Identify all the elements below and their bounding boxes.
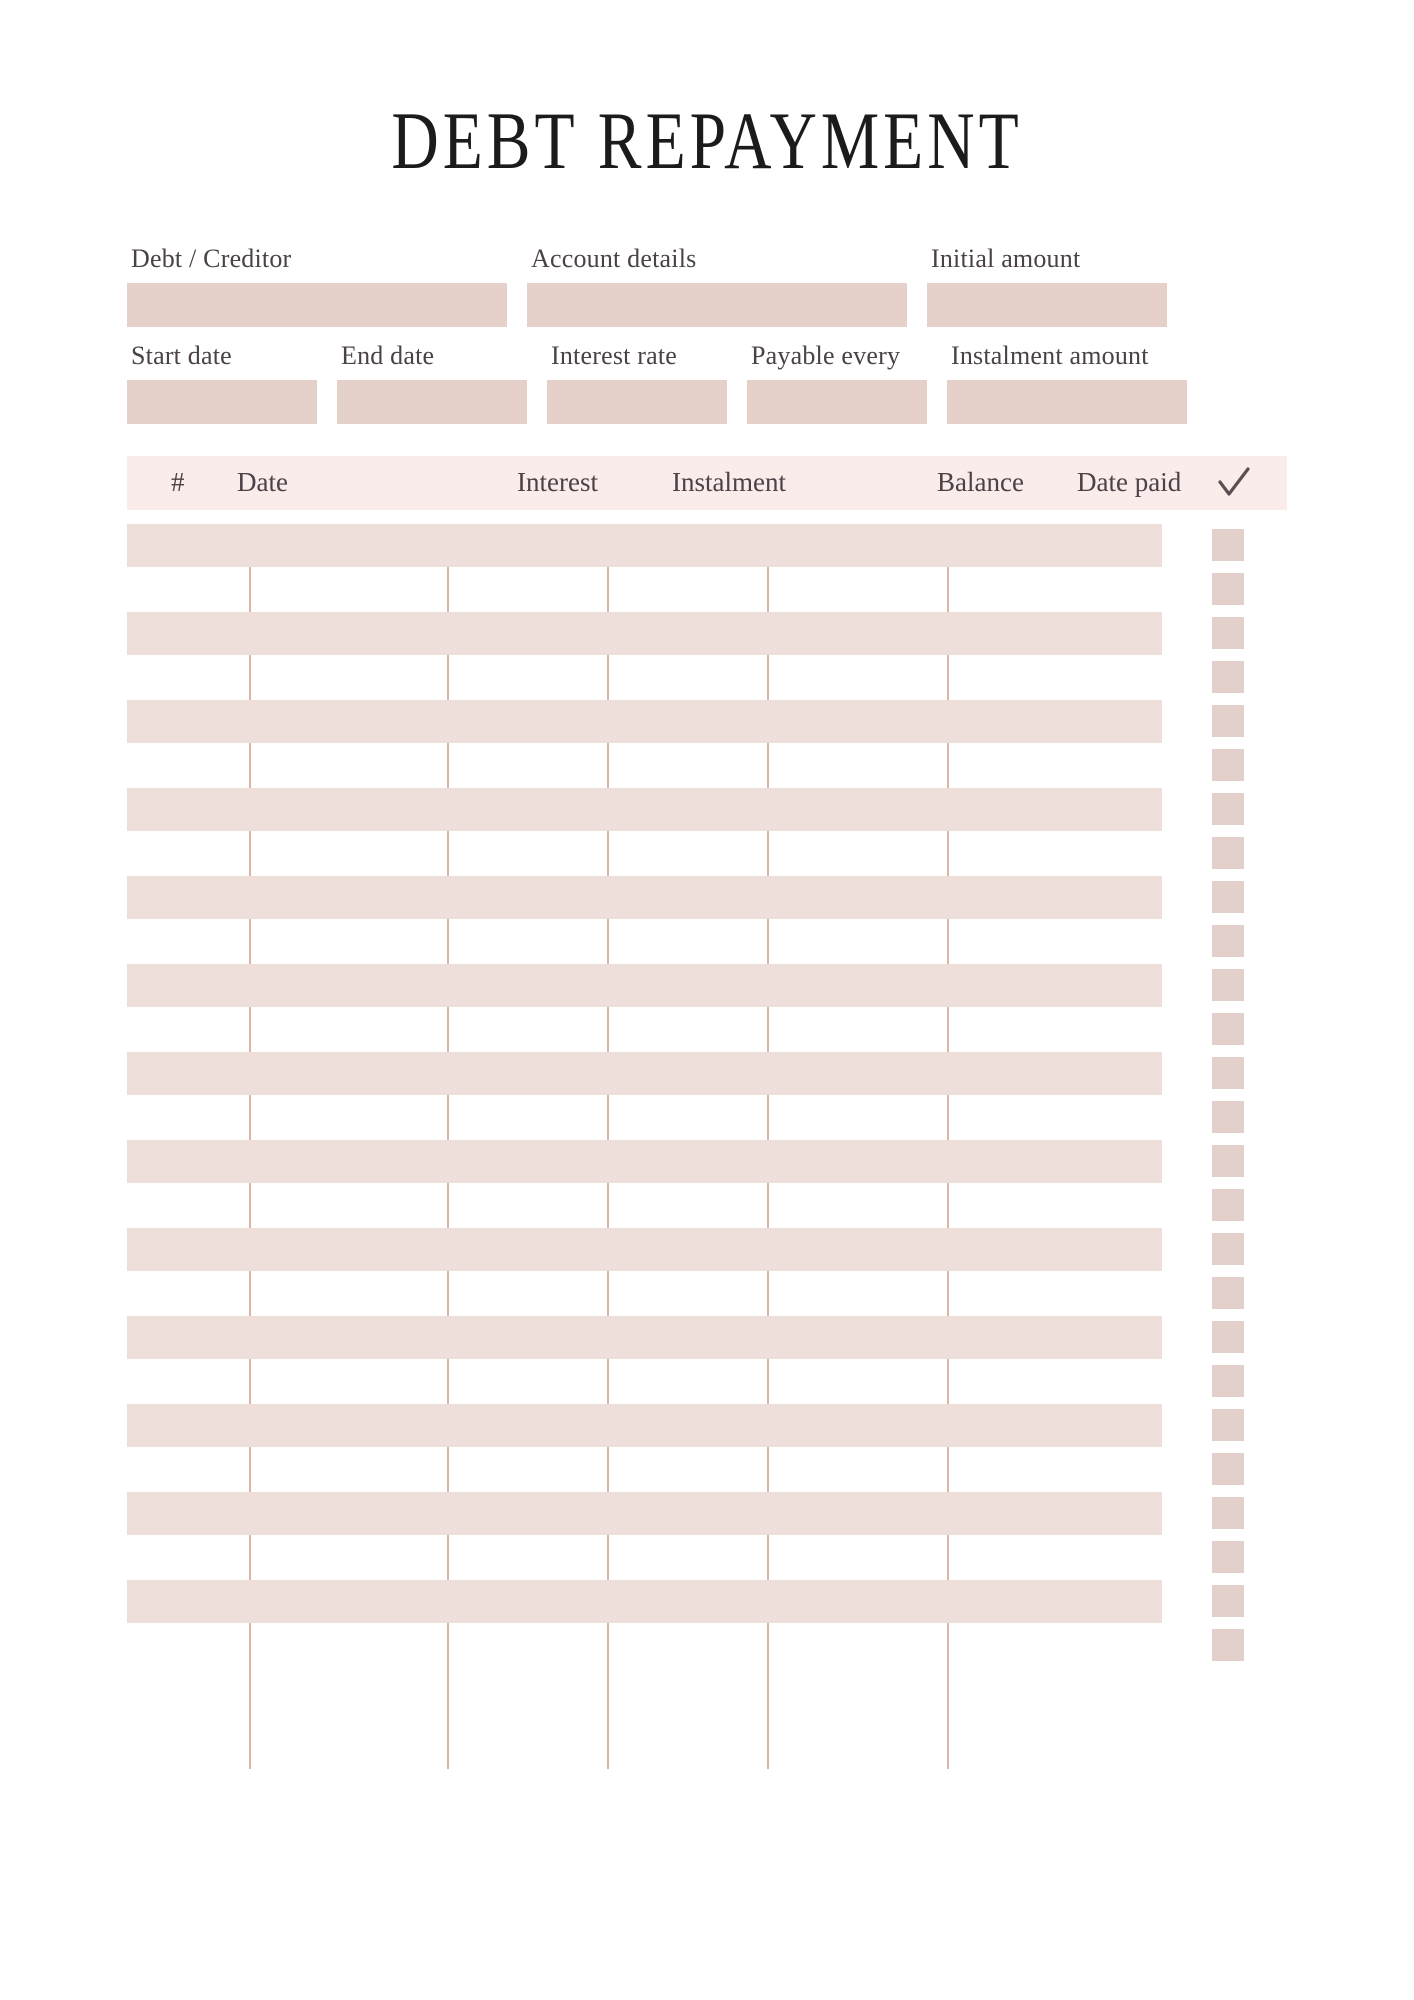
input-payable-every[interactable] [747,380,927,424]
input-start-date[interactable] [127,380,317,424]
table-row[interactable] [127,1404,1162,1447]
label-interest-rate: Interest rate [551,340,678,370]
input-initial-amount[interactable] [927,283,1167,327]
table-row[interactable] [127,1492,1162,1535]
field-group-initial-amount [927,244,1167,327]
table-row[interactable] [127,964,1162,1007]
column-header-interest: Interest [517,467,598,498]
table-row[interactable] [127,1140,1162,1183]
paid-checkbox[interactable] [1212,1541,1244,1573]
paid-checkbox[interactable] [1212,1277,1244,1309]
column-header-date-paid: Date paid [1077,467,1182,498]
table-row[interactable] [127,700,1162,743]
repayment-table [127,456,1287,1769]
form-row-secondary [127,341,1287,424]
paid-checkbox[interactable] [1212,1145,1244,1177]
paid-checkbox[interactable] [1212,1233,1244,1265]
column-header-number: # [171,467,185,498]
table-row[interactable] [127,1580,1162,1623]
label-start-date: Start date [131,340,232,370]
paid-checkbox[interactable] [1212,837,1244,869]
paid-checkbox[interactable] [1212,969,1244,1001]
table-row[interactable] [127,612,1162,655]
paid-checkbox[interactable] [1212,1013,1244,1045]
field-group-instalment-amount [947,341,1187,424]
label-account-details: Account details [531,244,697,273]
column-header-instalment: Instalment [672,467,786,498]
label-payable-every: Payable every [751,340,901,370]
paid-checkbox[interactable] [1212,617,1244,649]
paid-checkbox[interactable] [1212,1585,1244,1617]
paid-checkbox[interactable] [1212,1321,1244,1353]
input-account-details[interactable] [527,283,907,327]
page-title: DEBT REPAYMENT [391,95,1023,186]
column-header-balance: Balance [937,467,1024,498]
label-debt-creditor: Debt / Creditor [131,244,292,273]
form-row-primary [127,244,1287,327]
label-instalment-amount: Instalment amount [951,340,1149,370]
field-group-end-date [337,341,527,424]
column-header-date: Date [237,467,288,498]
input-instalment-amount[interactable] [947,380,1187,424]
paid-checkbox[interactable] [1212,705,1244,737]
table-row[interactable] [127,1228,1162,1271]
field-group-start-date [127,341,317,424]
table-body [127,524,1287,1769]
table-row[interactable] [127,1052,1162,1095]
checkmark-icon [1217,466,1251,500]
input-debt-creditor[interactable] [127,283,507,327]
table-header-row [127,456,1287,510]
paid-checkbox[interactable] [1212,1101,1244,1133]
table-row[interactable] [127,1316,1162,1359]
paid-checkbox[interactable] [1212,1629,1244,1661]
paid-checkbox[interactable] [1212,1057,1244,1089]
paid-checkbox[interactable] [1212,749,1244,781]
paid-checkbox[interactable] [1212,573,1244,605]
label-end-date: End date [341,340,435,370]
field-group-account-details [527,244,907,327]
table-row[interactable] [127,788,1162,831]
field-group-interest-rate [547,341,727,424]
paid-checkbox[interactable] [1212,1453,1244,1485]
label-initial-amount: Initial amount [931,244,1081,273]
paid-checkbox[interactable] [1212,881,1244,913]
paid-checkbox[interactable] [1212,529,1244,561]
paid-checkbox[interactable] [1212,1365,1244,1397]
input-end-date[interactable] [337,380,527,424]
paid-checkbox[interactable] [1212,1189,1244,1221]
table-row[interactable] [127,524,1162,567]
input-interest-rate[interactable] [547,380,727,424]
paid-checkbox[interactable] [1212,661,1244,693]
paid-checkbox[interactable] [1212,1409,1244,1441]
form-area [127,182,1287,424]
paid-checkbox[interactable] [1212,925,1244,957]
paid-checkbox[interactable] [1212,793,1244,825]
field-group-payable-every [747,341,927,424]
paid-checkbox[interactable] [1212,1497,1244,1529]
field-group-debt-creditor [127,244,507,327]
table-row[interactable] [127,876,1162,919]
